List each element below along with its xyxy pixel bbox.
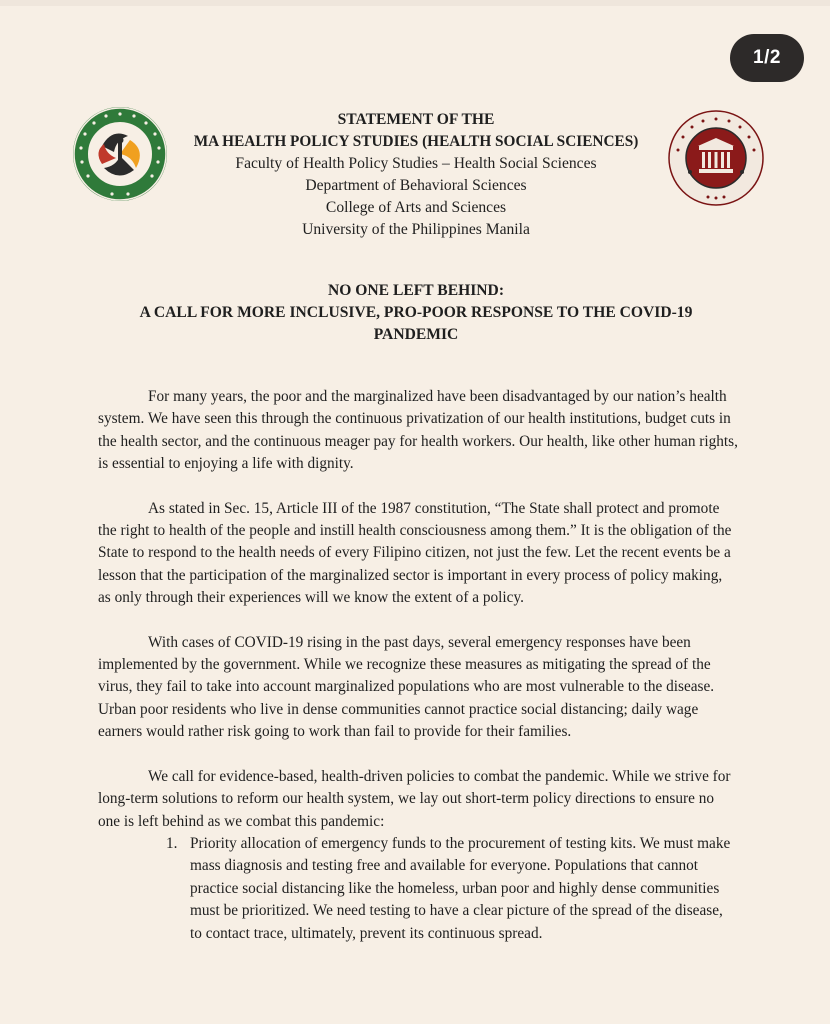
title-line-3: PANDEMIC — [373, 326, 459, 343]
header-line-4: Department of Behavioral Sciences — [305, 177, 527, 194]
paragraph: As stated in Sec. 15, Article III of the 1987 constitution, “The State shall protect and promote the right to health of the people and instill health consciousness among them.” It is the obligation of the State to respond to the health needs of every Filipino citizen, not just the few. Let the recent events be a lesson that the participation of the marginalized sector is important in every process of policy making, as only through their experiences will we know the extent of a policy. — [98, 499, 732, 607]
policy-list — [98, 833, 738, 945]
page-indicator: 1/2 — [730, 34, 804, 82]
list-item-text: Priority allocation of emergency funds to the procurement of testing kits. We must make mass diagnosis and testing free and available for everyone. Populations that cannot practice social distancing like the homeless, urban poor and highly dense communities must be prioritized. We need testing to have a clear picture of the spread of the disease, to contact trace, ultimately, prevent its continuous spread. — [190, 834, 731, 942]
header-line-2: MA HEALTH POLICY STUDIES (HEALTH SOCIAL SCIENCES) — [193, 133, 639, 150]
list-item — [166, 833, 738, 945]
header-line-5: College of Arts and Sciences — [325, 199, 507, 216]
title-line-1: NO ONE LEFT BEHIND: — [327, 282, 505, 299]
document-title — [80, 280, 752, 346]
top-divider — [0, 0, 830, 6]
header-line-6: University of the Philippines Manila — [302, 221, 530, 238]
header-line-3: Faculty of Health Policy Studies – Health Social Sciences — [235, 155, 597, 172]
title-line-2: A CALL FOR MORE INCLUSIVE, PRO-POOR RESPONSE TO THE COVID-19 — [139, 304, 693, 321]
statement-header — [120, 109, 712, 241]
list-item-number: 1. — [166, 834, 178, 852]
paragraph: For many years, the poor and the marginalized have been disadvantaged by our nation’s health system. We have seen this through the continuous privatization of our health institutions, budget cuts in the health sector, and the continuous meager pay for health workers. Our health, like other human rights, is essential to enjoying a life with dignity. — [98, 388, 738, 473]
paragraph: We call for evidence-based, health-driven policies to combat the pandemic. While we strive for long-term solutions to reform our health system, we lay out short-term policy directions to ensure no one is left behind as we combat this pandemic: — [98, 767, 731, 830]
paragraph: With cases of COVID-19 rising in the past days, several emergency responses have been implemented by the government. While we recognize these measures as mitigating the spread of the virus, they fail to take into account marginalized populations who are most vulnerable to the disease. Urban poor residents who live in dense communities cannot practice social distancing; daily wage earners would rather risk going to work than fail to provide for their families. — [98, 633, 715, 741]
document-body — [98, 386, 738, 945]
header-line-1: STATEMENT OF THE — [337, 111, 495, 128]
